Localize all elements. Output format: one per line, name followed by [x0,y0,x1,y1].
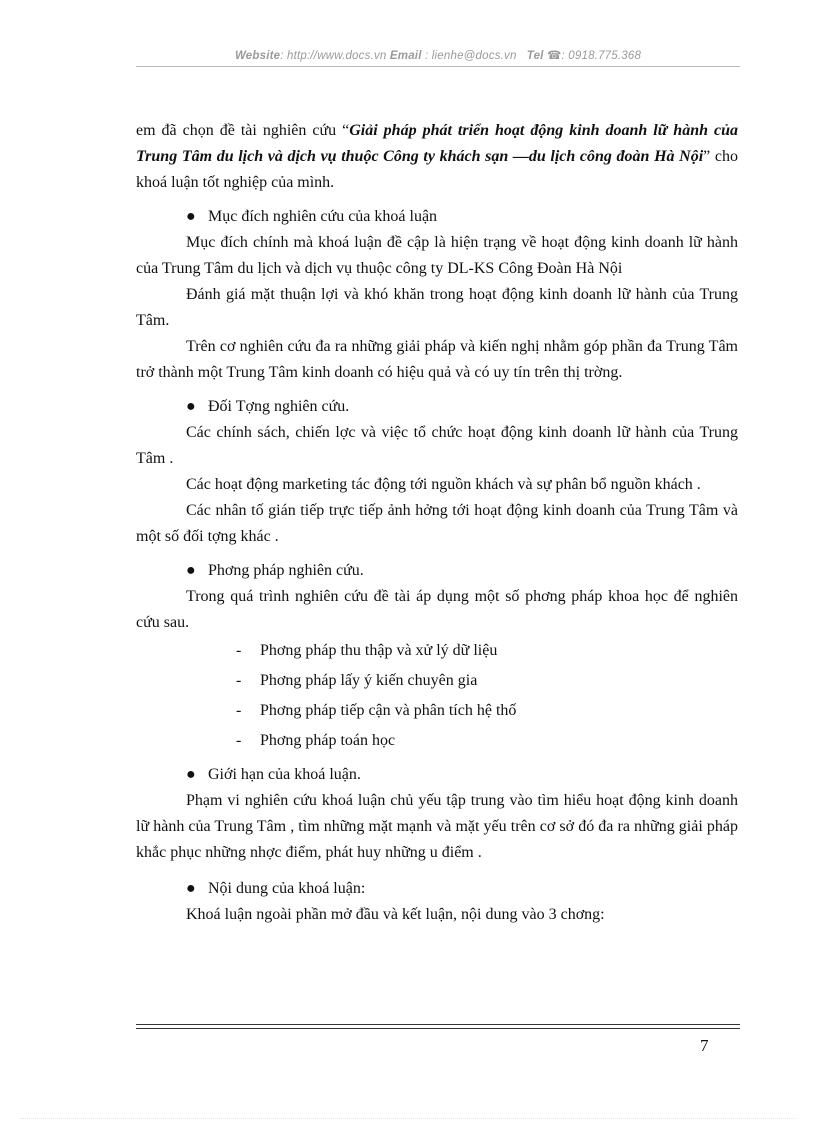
intro-prefix: em đã chọn đề tài nghiên cứu “ [136,122,350,139]
scope-paragraph-1: Phạm vi nghiên cứu khoá luận chủ yếu tập trung vào tìm hiểu hoạt động kinh doanh lữ hành của Trung Tâm , tìm những mặt mạnh và mặt yếu trên cơ sở đó đa ra những giải pháp khắc phục những nhợc điểm, phát huy những u điểm . [136,792,738,861]
scope-heading: ● Giới hạn của khoá luận. [136,762,738,788]
tel-label: Tel [526,50,544,62]
purpose-heading: ● Mục đích nghiên cứu của khoá luận [136,204,738,230]
content-heading: ● Nội dung của khoá luận: [136,876,738,902]
dash-icon: - [236,702,242,719]
purpose-paragraph-3: Trên cơ nghiên cứu đa ra những giải pháp và kiến nghị nhằm góp phần đa Trung Tâm trở thành một Trung Tâm kinh doanh có hiệu quả và có uy tín trên thị trờng. [136,338,738,381]
method-heading: ● Phơng pháp nghiên cứu. [136,558,738,584]
method-item: - Phơng pháp toán học [136,726,738,756]
intro-suffix: ” cho khoá luận tốt nghiệp của mình. [136,148,739,191]
page-header [136,48,740,62]
object-heading: ● Đối Tợng nghiên cứu. [136,394,738,420]
page-number: 7 [700,1036,709,1055]
tel-value: : 0918.775.368 [561,50,642,62]
purpose-paragraph-2: Đánh giá mặt thuận lợi và khó khăn trong hoạt động kinh doanh lữ hành của Trung Tâm. [136,286,738,329]
intro-paragraph [136,118,738,196]
email-label: Email [389,50,422,62]
website-value: : http://www.docs.vn [280,50,387,62]
bullet-icon: ● [186,398,196,415]
bullet-icon: ● [186,766,196,783]
dash-icon: - [236,732,242,749]
thesis-title: Giải pháp phát triển hoạt động kinh doanh lữ hành của Trung Tâm du lịch và dịch vụ thuộc Công ty khách sạn —du lịch công đoàn Hà Nội [136,122,739,165]
method-paragraph-1: Trong quá trình nghiên cứu đề tài áp dụng một số phơng pháp khoa học để nghiên cứu sau. [136,588,738,631]
page-edge [20,1118,796,1119]
website-label: Website [234,50,281,62]
object-paragraph-2: Các hoạt động marketing tác động tới nguồn khách và sự phân bổ nguồn khách . [186,476,701,493]
dash-icon: - [236,642,242,659]
method-item: - Phơng pháp thu thập và xử lý dữ liệu [136,636,738,666]
method-item: - Phơng pháp lấy ý kiến chuyên gia [136,666,738,696]
object-paragraph-3: Các nhân tố gián tiếp trực tiếp ảnh hởng tới hoạt động kinh doanh của Trung Tâm và một số đối tợng khác . [136,502,738,545]
bullet-icon: ● [186,880,196,897]
content-paragraph-1: Khoá luận ngoài phần mở đầu và kết luận, nội dung vào 3 chơng: [186,906,605,923]
document-body [136,118,738,928]
object-paragraph-1: Các chính sách, chiến lợc và việc tổ chức hoạt động kinh doanh lữ hành của Trung Tâm . [136,424,738,467]
footer-divider [136,1024,740,1025]
email-value: : lienhe@docs.vn [425,50,517,62]
method-item: - Phơng pháp tiếp cận và phân tích hệ thố [136,696,738,726]
bullet-icon: ● [186,208,196,225]
header-divider [136,66,740,67]
footer-divider-double [136,1028,740,1029]
purpose-paragraph-1: Mục đích chính mà khoá luận đề cập là hiện trạng về hoạt động kinh doanh lữ hành của Trung Tâm du lịch và dịch vụ thuộc công ty DL-KS Công Đoàn Hà Nội [136,234,738,277]
dash-icon: - [236,672,242,689]
bullet-icon: ● [186,562,196,579]
phone-icon: ☎ [546,50,562,62]
